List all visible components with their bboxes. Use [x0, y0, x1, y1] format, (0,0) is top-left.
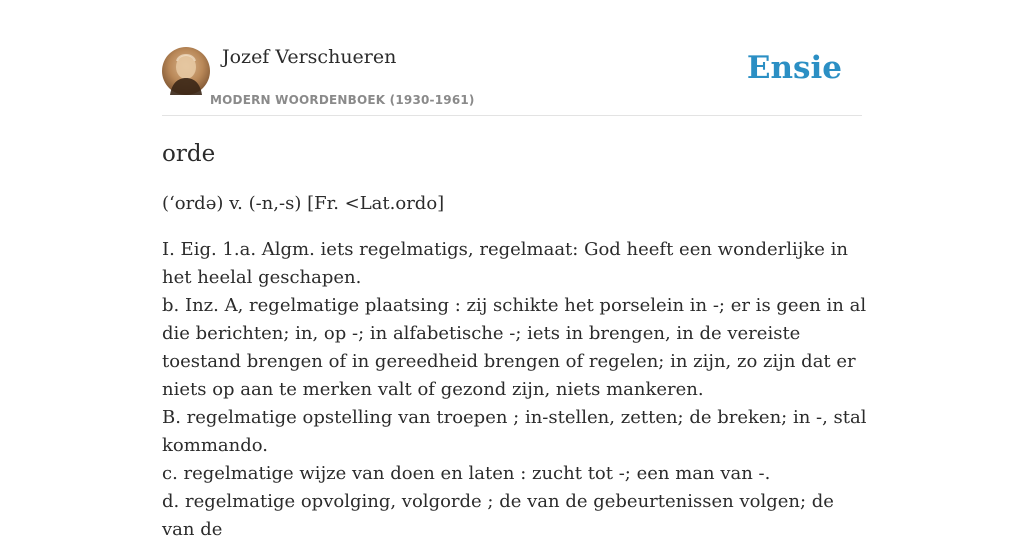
header: [162, 0, 862, 116]
sense-paragraph: I. Eig. 1.a. Algm. iets regelmatigs, regelmaat: God heeft een wonderlijke in het heelal geschapen.: [162, 239, 849, 288]
author-name[interactable]: Jozef Verschueren: [222, 46, 397, 68]
sense-paragraph: B. regelmatige opstelling van troepen ; in-stellen, zetten; de breken; in -, stal kommando.: [162, 407, 867, 456]
sense-paragraph: d. regelmatige opvolging, volgorde ; de van de gebeurtenissen volgen; de van de: [162, 491, 834, 540]
source-title[interactable]: MODERN WOORDENBOEK (1930-1961): [210, 93, 475, 107]
sense-paragraph: b. Inz. A, regelmatige plaatsing : zij schikte het porselein in -; er is geen in al die berichten; in, op -; in alfabetische -; iets in brengen, in de vereiste toestand brengen of in gereedheid brengen of regelen; in zijn, zo zijn dat er niets op aan te merken valt of gezond zijn, niets mankeren.: [162, 295, 867, 400]
entry-headword: orde: [162, 141, 216, 167]
entry-definition: [162, 236, 872, 544]
sense-paragraph: c. regelmatige wijze van doen en laten : zucht tot -; een man van -.: [162, 463, 771, 484]
ensie-logo[interactable]: Ensie: [746, 50, 842, 86]
portrait-icon: [162, 47, 210, 95]
entry-content: [162, 138, 872, 544]
entry-etymology: (‘ordə) v. (-n,-s) [Fr. <Lat.ordo]: [162, 193, 445, 214]
author-avatar[interactable]: [162, 47, 210, 95]
